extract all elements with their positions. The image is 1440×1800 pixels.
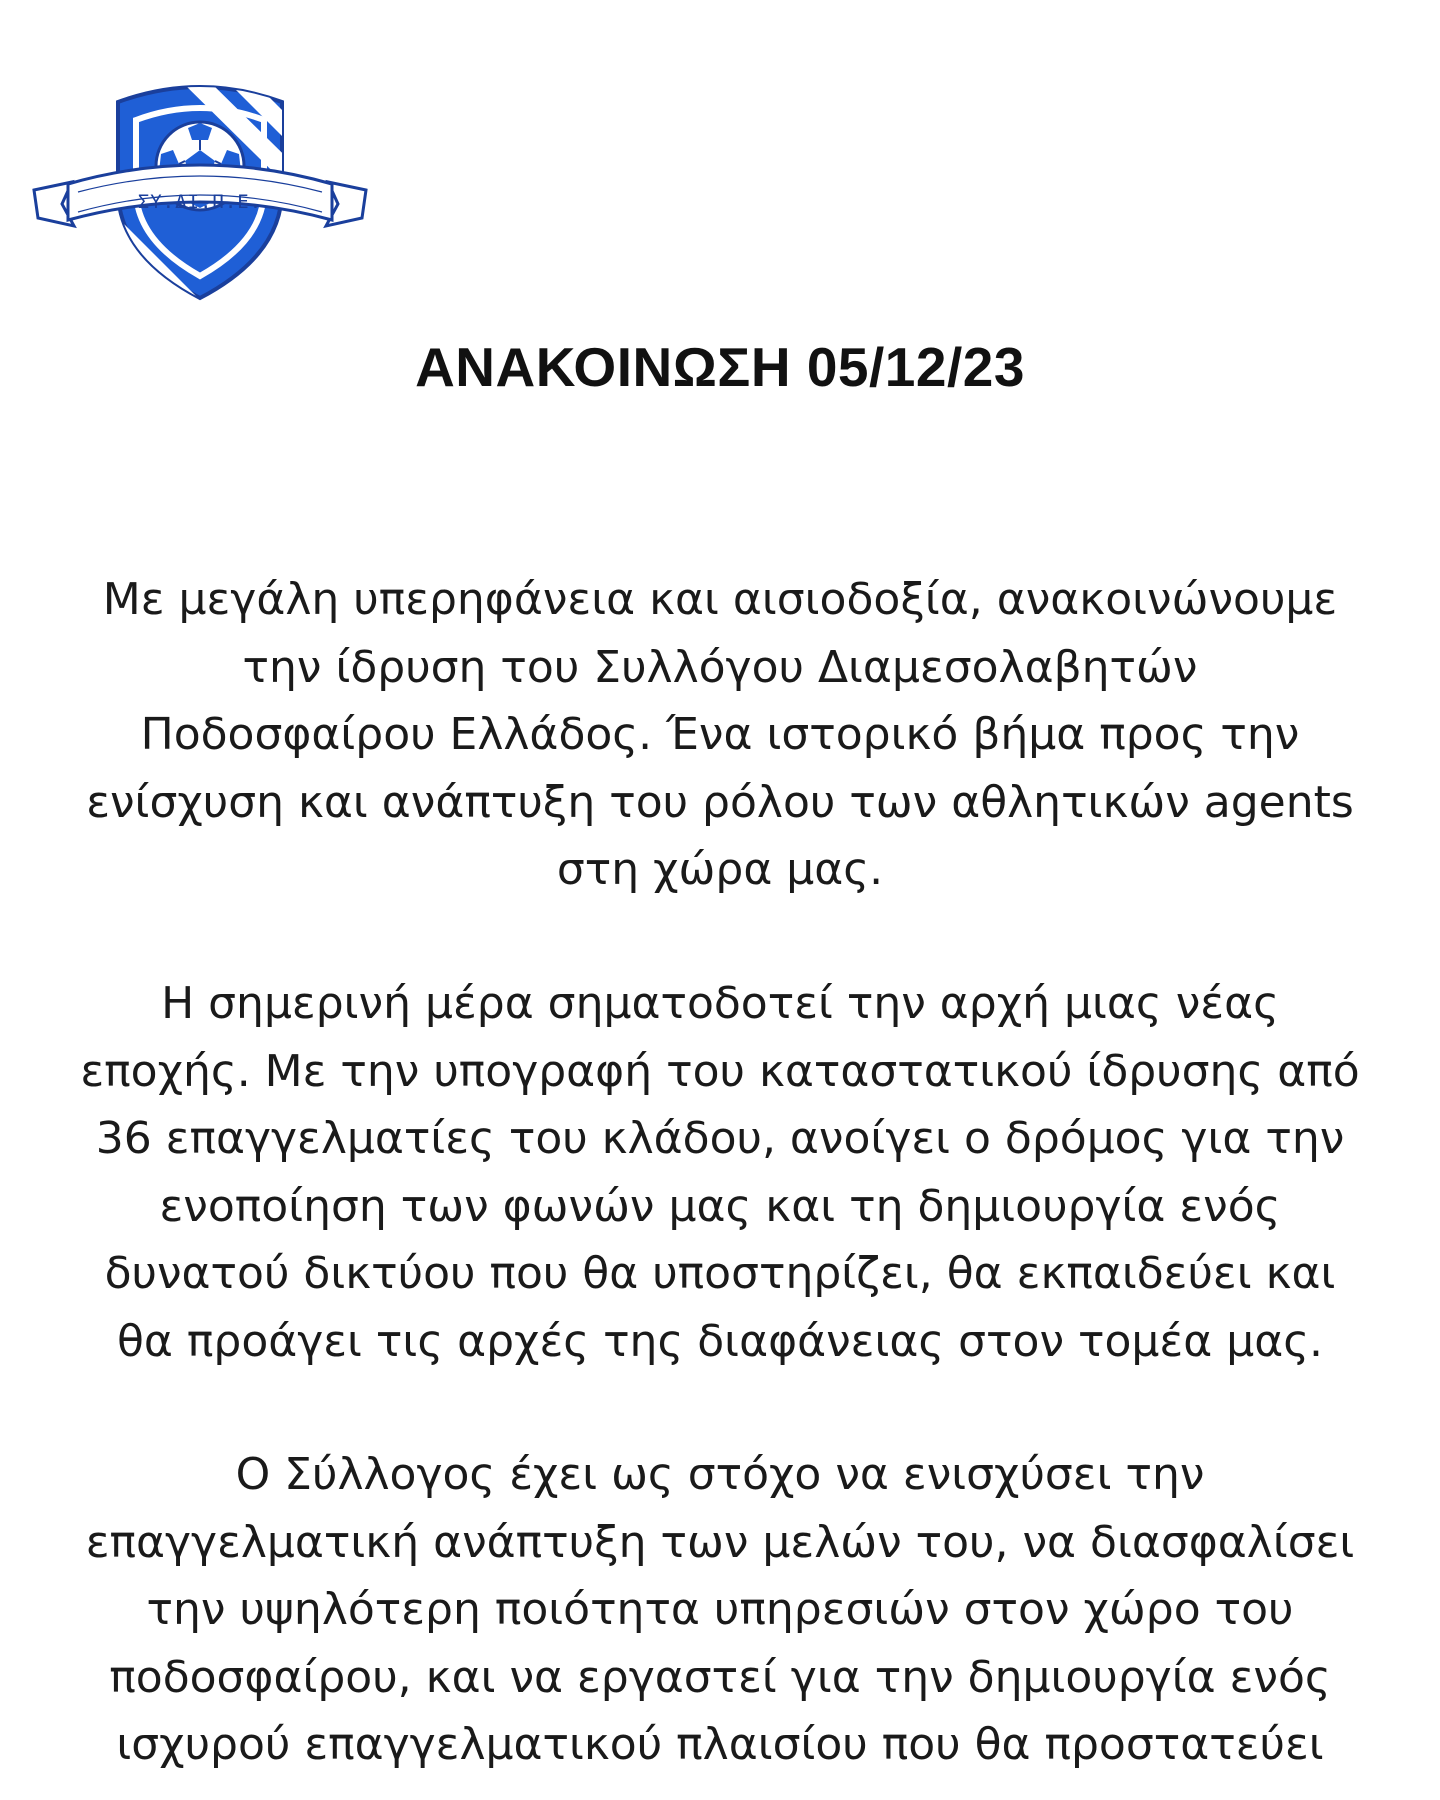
paragraph-3 (50, 1441, 1390, 1779)
club-logo (30, 80, 370, 320)
text-line: Με μεγάλη υπερηφάνεια και αισιοδοξία, ανακοινώνουμε (102, 574, 1338, 625)
paragraph-2 (50, 970, 1390, 1375)
text-line: ισχυρού επαγγελματικού πλαισίου που θα προστατεύει (116, 1719, 1324, 1770)
text-line: ενοποίηση των φωνών μας και τη δημιουργία ενός (159, 1180, 1281, 1232)
text-line: 36 επαγγελματίες του κλάδου, ανοίγει ο δρόμος για την (95, 1113, 1345, 1164)
paragraph-1 (50, 566, 1390, 904)
shield-crest-icon (30, 80, 370, 320)
text-line: εποχής. Με την υπογραφή του καταστατικού ίδρυσης από (80, 1045, 1360, 1097)
text-line: Ο Σύλλογος έχει ως στόχο να ενισχύσει την (235, 1449, 1205, 1500)
text-line: ενίσχυση και ανάπτυξη του ρόλου των αθλητικών agents (86, 776, 1354, 828)
page-title: ΑΝΑΚΟΙΝΩΣΗ 05/12/23 (415, 336, 1025, 398)
text-line: την ίδρυση του Συλλόγου Διαμεσολαβητών (242, 641, 1198, 693)
logo-text: ΣΥ.ΔΙ.Π.Ε. (137, 191, 263, 213)
text-line: ποδοσφαίρου, και να εργαστεί για την δημιουργία ενός (109, 1651, 1331, 1703)
text-line: την υψηλότερη ποιότητα υπηρεσιών στον χώρο του (146, 1584, 1294, 1635)
text-line: Η σημερινή μέρα σηματοδοτεί την αρχή μιας νέας (161, 978, 1279, 1029)
text-line: στη χώρα μας. (556, 844, 884, 895)
text-line: επαγγελματική ανάπτυξη των μελών του, να διασφαλίσει (85, 1516, 1355, 1568)
text-line: δυνατού δικτύου που θα υποστηρίζει, θα εκπαιδεύει και (104, 1248, 1336, 1299)
text-line: Ποδοσφαίρου Ελλάδος. Ένα ιστορικό βήμα προς την (140, 709, 1300, 760)
text-line: θα προάγει τις αρχές της διαφάνειας στον τομέα μας. (116, 1315, 1324, 1367)
